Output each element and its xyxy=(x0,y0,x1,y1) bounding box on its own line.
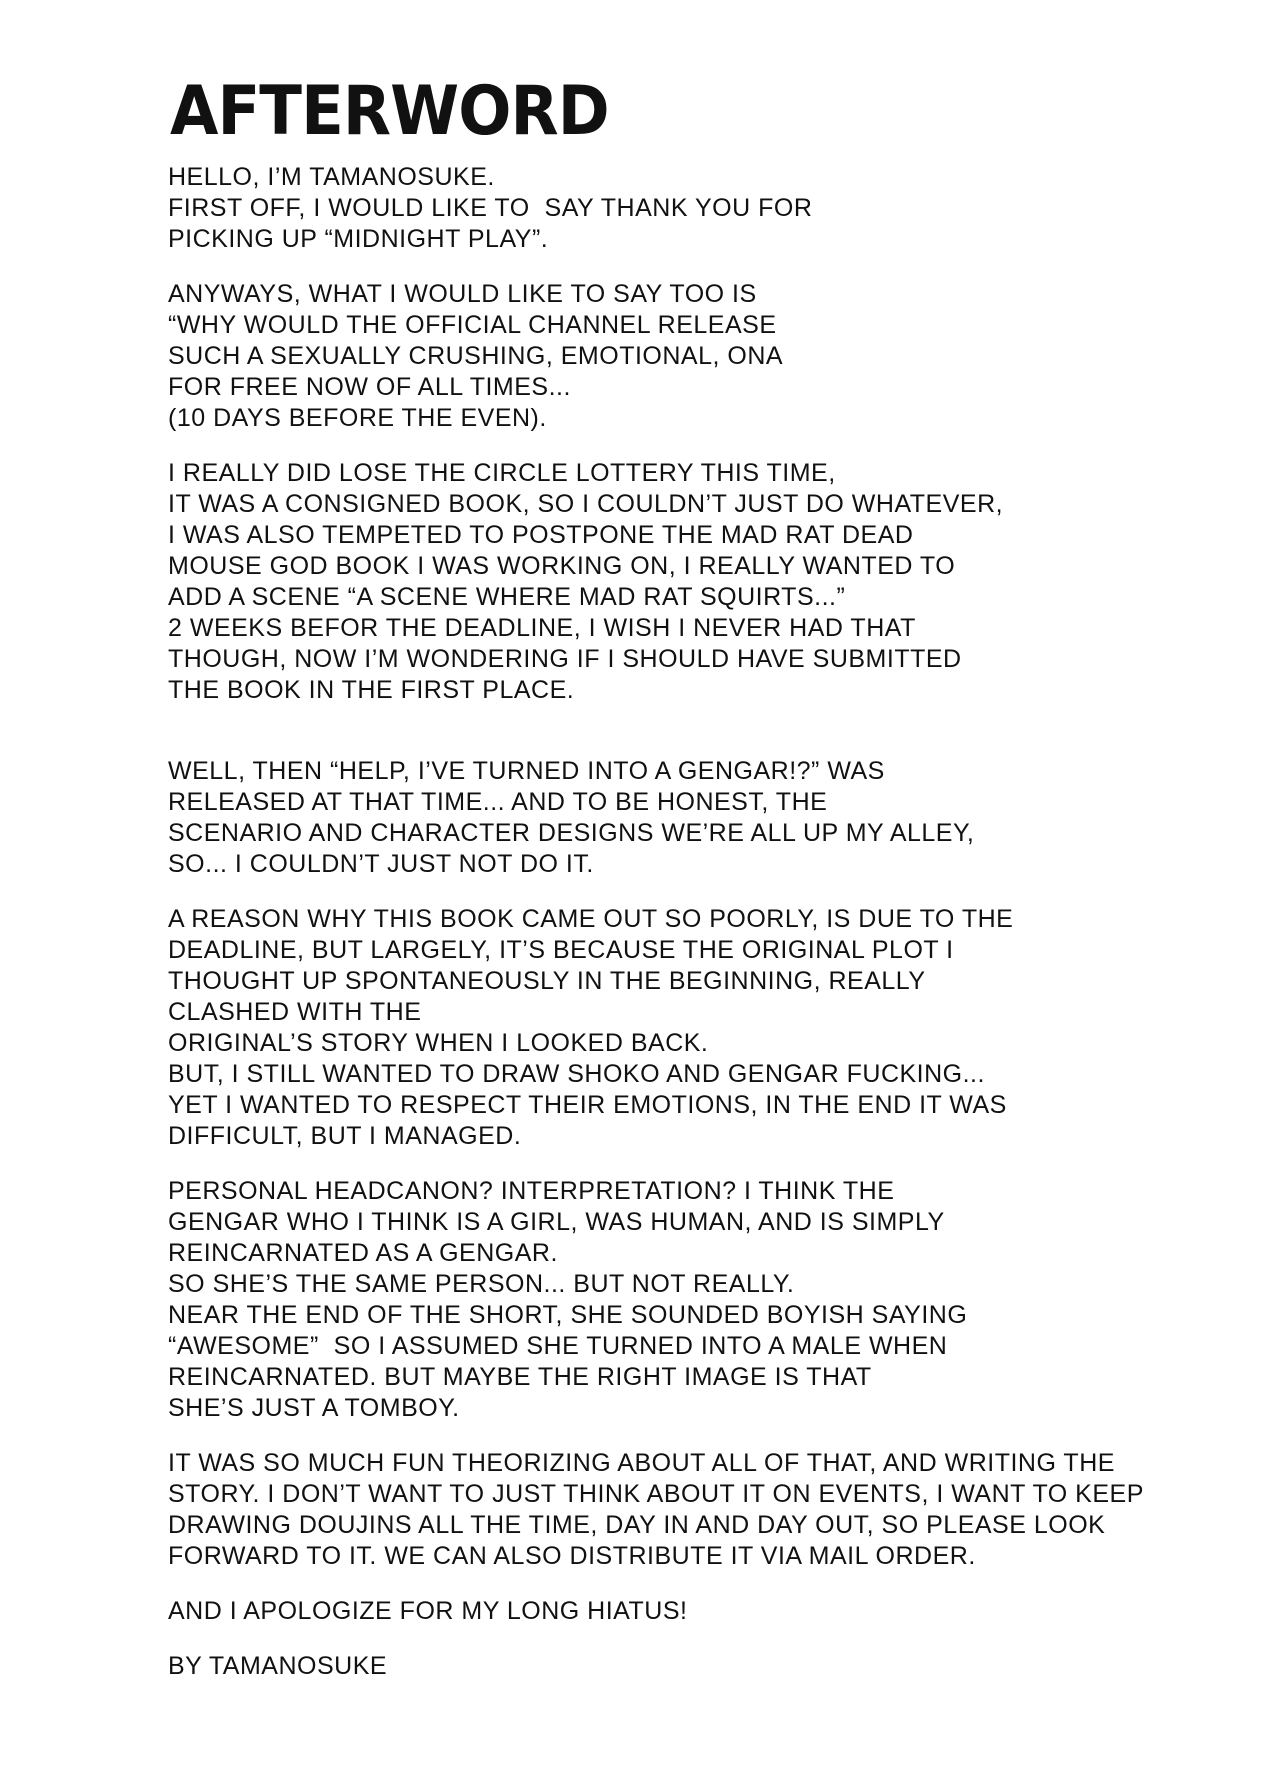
text-line: FOR FREE NOW OF ALL TIMES... xyxy=(168,373,571,401)
text-line: REINCARNATED AS A GENGAR. xyxy=(168,1239,558,1267)
text-line: AND I APOLOGIZE FOR MY LONG HIATUS! xyxy=(168,1597,688,1625)
text-line: ORIGINAL’S STORY WHEN I LOOKED BACK. xyxy=(168,1029,709,1057)
text-line: SO SHE’S THE SAME PERSON... BUT NOT REALLY. xyxy=(168,1270,795,1298)
paragraph-4 xyxy=(168,756,1228,880)
text-line: I WAS ALSO TEMPETED TO POSTPONE THE MAD RAT DEAD xyxy=(168,521,914,549)
text-line: SCENARIO AND CHARACTER DESIGNS WE’RE ALL UP MY ALLEY, xyxy=(168,819,975,847)
text-line: A REASON WHY THIS BOOK CAME OUT SO POORLY, IS DUE TO THE xyxy=(168,905,1014,933)
text-line: ADD A SCENE “A SCENE WHERE MAD RAT SQUIRTS...” xyxy=(168,583,846,611)
text-line: HELLO, I’M TAMANOSUKE. xyxy=(168,163,495,191)
paragraph-8 xyxy=(168,1596,1228,1627)
signature xyxy=(168,1651,1228,1682)
text-line: YET I WANTED TO RESPECT THEIR EMOTIONS, IN THE END IT WAS xyxy=(168,1091,1007,1119)
text-line: SUCH A SEXUALLY CRUSHING, EMOTIONAL, ONA xyxy=(168,342,784,370)
text-line: IT WAS SO MUCH FUN THEORIZING ABOUT ALL OF THAT, AND WRITING THE xyxy=(168,1449,1115,1477)
paragraph-7 xyxy=(168,1448,1228,1572)
page-title: AFTERWORD xyxy=(170,72,609,151)
text-line: FIRST OFF, I WOULD LIKE TO SAY THANK YOU FOR xyxy=(168,194,813,222)
text-line: DEADLINE, BUT LARGELY, IT’S BECAUSE THE ORIGINAL PLOT I xyxy=(168,936,954,964)
text-line: NEAR THE END OF THE SHORT, SHE SOUNDED BOYISH SAYING xyxy=(168,1301,968,1329)
text-line: 2 WEEKS BEFOR THE DEADLINE, I WISH I NEVER HAD THAT xyxy=(168,614,916,642)
text-line: GENGAR WHO I THINK IS A GIRL, WAS HUMAN, AND IS SIMPLY xyxy=(168,1208,945,1236)
text-line: (10 DAYS BEFORE THE EVEN). xyxy=(168,404,547,432)
text-line: THOUGH, NOW I’M WONDERING IF I SHOULD HAVE SUBMITTED xyxy=(168,645,962,673)
text-line: DRAWING DOUJINS ALL THE TIME, DAY IN AND DAY OUT, SO PLEASE LOOK xyxy=(168,1511,1106,1539)
paragraph-3 xyxy=(168,458,1228,706)
signature-text: BY TAMANOSUKE xyxy=(168,1652,388,1680)
text-line: “AWESOME” SO I ASSUMED SHE TURNED INTO A MALE WHEN xyxy=(168,1332,948,1360)
text-line: THOUGHT UP SPONTANEOUSLY IN THE BEGINNING, REALLY xyxy=(168,967,926,995)
text-line: MOUSE GOD BOOK I WAS WORKING ON, I REALLY WANTED TO xyxy=(168,552,956,580)
paragraph-6 xyxy=(168,1176,1228,1424)
paragraph-1 xyxy=(168,162,1228,255)
text-line: WELL, THEN “HELP, I’VE TURNED INTO A GENGAR!?” WAS xyxy=(168,757,885,785)
text-line: RELEASED AT THAT TIME... AND TO BE HONEST, THE xyxy=(168,788,828,816)
text-line: PERSONAL HEADCANON? INTERPRETATION? I THINK THE xyxy=(168,1177,895,1205)
text-line: ANYWAYS, WHAT I WOULD LIKE TO SAY TOO IS xyxy=(168,280,757,308)
text-line: DIFFICULT, BUT I MANAGED. xyxy=(168,1122,522,1150)
text-line: IT WAS A CONSIGNED BOOK, SO I COULDN’T JUST DO WHATEVER, xyxy=(168,490,1004,518)
text-line: CLASHED WITH THE xyxy=(168,998,422,1026)
text-line: PICKING UP “MIDNIGHT PLAY”. xyxy=(168,225,549,253)
text-line: BUT, I STILL WANTED TO DRAW SHOKO AND GENGAR FUCKING... xyxy=(168,1060,985,1088)
text-line: “WHY WOULD THE OFFICIAL CHANNEL RELEASE xyxy=(168,311,777,339)
text-line: SO... I COULDN’T JUST NOT DO IT. xyxy=(168,850,594,878)
paragraph-2 xyxy=(168,279,1228,434)
text-line: I REALLY DID LOSE THE CIRCLE LOTTERY THIS TIME, xyxy=(168,459,836,487)
text-line: SHE’S JUST A TOMBOY. xyxy=(168,1394,460,1422)
afterword-body xyxy=(168,162,1228,1706)
text-line: THE BOOK IN THE FIRST PLACE. xyxy=(168,676,575,704)
text-line: STORY. I DON’T WANT TO JUST THINK ABOUT IT ON EVENTS, I WANT TO KEEP xyxy=(168,1480,1144,1508)
text-line: FORWARD TO IT. WE CAN ALSO DISTRIBUTE IT VIA MAIL ORDER. xyxy=(168,1542,976,1570)
text-line: REINCARNATED. BUT MAYBE THE RIGHT IMAGE IS THAT xyxy=(168,1363,872,1391)
paragraph-5 xyxy=(168,904,1228,1152)
